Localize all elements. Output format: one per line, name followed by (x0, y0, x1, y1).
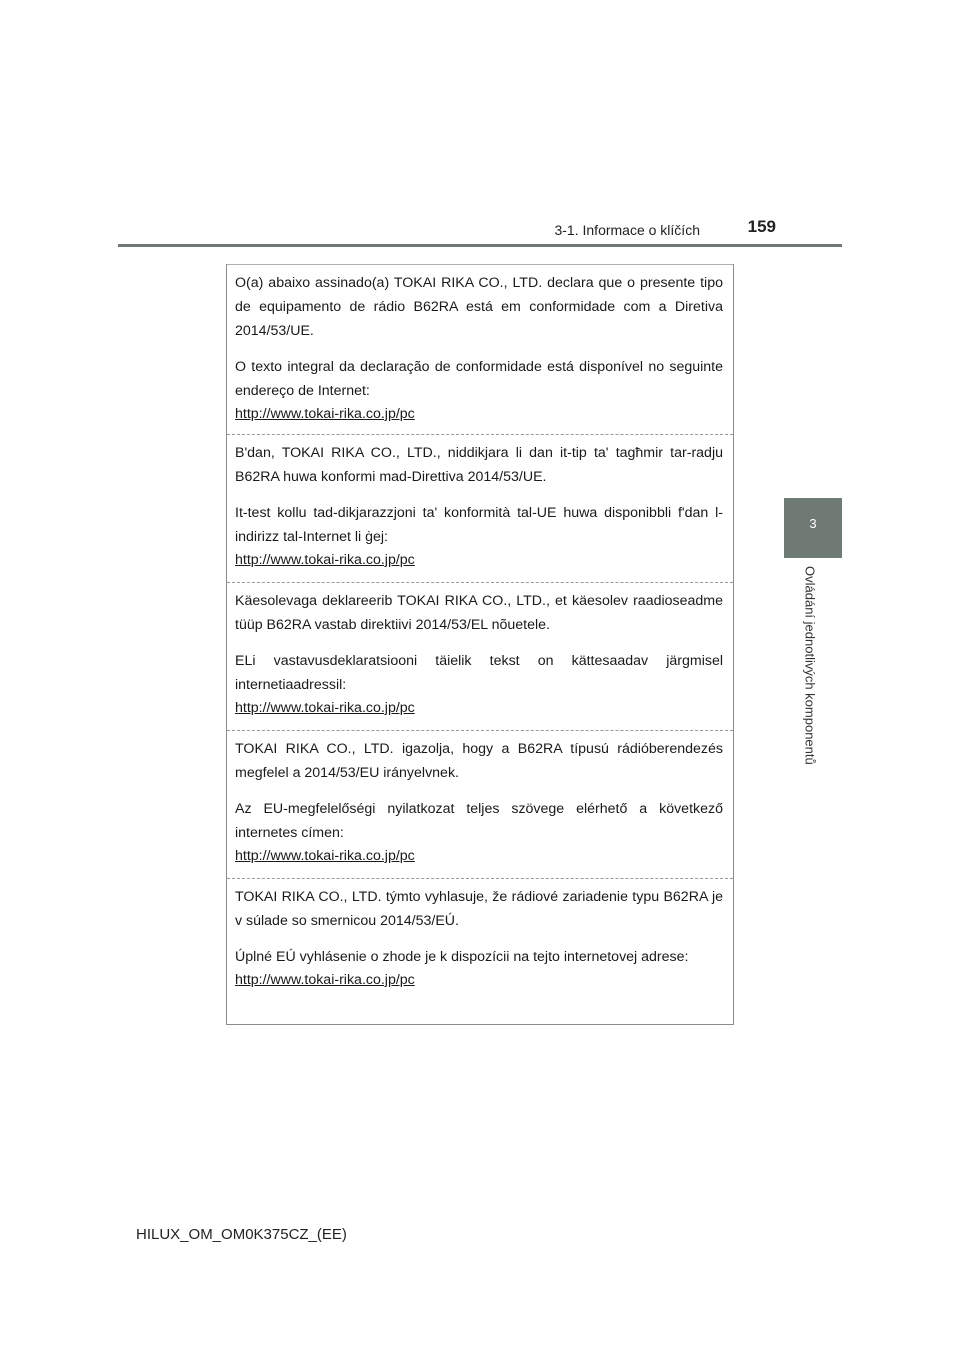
declaration-statement: TOKAI RIKA CO., LTD. týmto vyhlasuje, že rádiové zariadenie typu B62RA je v súlade so smernicou 2014/53/EÚ. (235, 889, 723, 929)
declaration-availability: O texto integral da declaração de conformidade está disponível no seguinte endereço de Internet: (235, 359, 723, 399)
declaration-url-link[interactable]: http://www.tokai-rika.co.jp/pc (235, 406, 415, 422)
declaration-statement: TOKAI RIKA CO., LTD. igazolja, hogy a B62RA típusú rádióberendezés megfelel a 2014/53/EU irányelvnek. (235, 741, 723, 781)
declaration-statement: B'dan, TOKAI RIKA CO., LTD., niddikjara li dan it-tip ta' tagħmir tar-radju B62RA huwa konformi mad-Direttiva 2014/53/UE. (235, 445, 723, 485)
declaration-statement: O(a) abaixo assinado(a) TOKAI RIKA CO., LTD. declara que o presente tipo de equipamento de rádio B62RA está em conformidade com a Diretiva 2014/53/UE. (235, 275, 723, 339)
declaration-statement: Käesolevaga deklareerib TOKAI RIKA CO., LTD., et käesolev raadioseadme tüüp B62RA vastab direktiivi 2014/53/EL nõuetele. (235, 593, 723, 633)
declaration-availability: Az EU-megfelelőségi nyilatkozat teljes szövege elérhető a következő internetes címen: (235, 801, 723, 841)
declaration-url-link[interactable]: http://www.tokai-rika.co.jp/pc (235, 848, 415, 864)
declaration-url-link[interactable]: http://www.tokai-rika.co.jp/pc (235, 552, 415, 568)
chapter-tab (784, 498, 842, 558)
declaration-url-link[interactable]: http://www.tokai-rika.co.jp/pc (235, 700, 415, 716)
declaration-block-hungarian (227, 730, 733, 878)
declaration-availability: It-test kollu tad-dikjarazzjoni ta' konformità tal-UE huwa disponibbli f'dan l-indirizz tal-Internet li ġej: (235, 505, 723, 545)
declaration-availability: ELi vastavusdeklaratsiooni täielik tekst on kättesaadav järgmisel internetiaadressil: (235, 653, 723, 693)
page-number: 159 (747, 217, 776, 236)
declaration-block-estonian (227, 582, 733, 730)
chapter-title-vertical (800, 566, 820, 826)
declaration-block-maltese (227, 434, 733, 582)
declaration-block-portuguese (227, 264, 733, 434)
footer-document-code: HILUX_OM_OM0K375CZ_(EE) (136, 1226, 347, 1243)
chapter-title: Ovládání jednotlivých komponentů (802, 566, 818, 765)
header-rule (118, 244, 842, 247)
declaration-table (226, 264, 734, 1025)
header-section-title: 3-1. Informace o klíčích (554, 222, 700, 238)
declaration-block-slovak (227, 878, 733, 1024)
declaration-availability: Úplné EÚ vyhlásenie o zhode je k dispozícii na tejto internetovej adrese: (235, 949, 689, 965)
chapter-number: 3 (809, 516, 817, 531)
declaration-url-link[interactable]: http://www.tokai-rika.co.jp/pc (235, 972, 415, 988)
